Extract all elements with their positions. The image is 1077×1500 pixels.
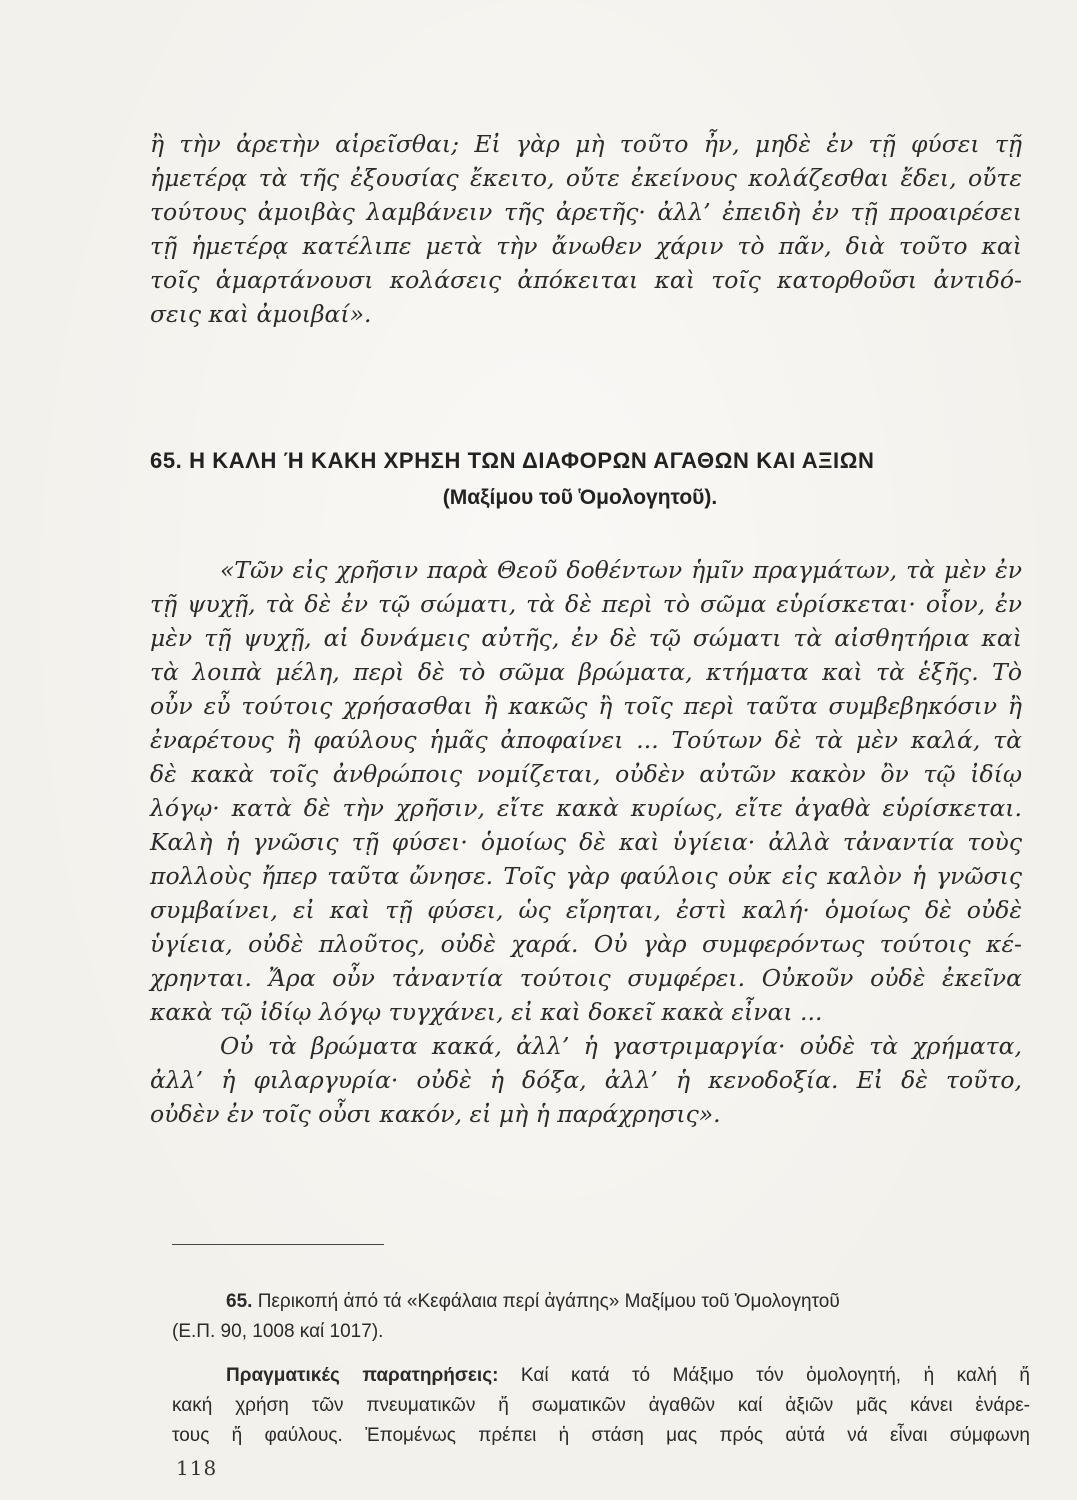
footnote-line [172, 1287, 1030, 1317]
quote-main-line: «Τῶν εἰς χρῆσιν παρὰ Θεοῦ δοθέντων ἡμῖν πραγμάτων, τὰ μὲν ἐν [220, 556, 1022, 584]
quote-main-line: λόγῳ· κατὰ δὲ τὴν χρῆσιν, εἴτε κακὰ κυρίως, εἴτε ἀγαθὰ εὑρίσκεται. [150, 794, 1022, 822]
quote-main-line: Οὐ τὰ βρώματα κακά, ἀλλ’ ἡ γαστριμαργία· οὐδὲ τὰ χρήματα, [220, 1032, 1022, 1060]
quote-main [150, 553, 1022, 1131]
quote-main-line: μὲν τῇ ψυχῇ, αἱ δυνάμεις αὐτῆς, ἐν δὲ τῷ σώματι τὰ αἰσθητήρια καὶ [150, 624, 1022, 652]
quote-main-line: ὑγίεια, οὐδὲ πλοῦτος, οὐδὲ χαρά. Οὐ γὰρ συμφερόντως τούτοις κέ- [150, 930, 1022, 958]
quote-main-line: συμβαίνει, εἰ καὶ τῇ φύσει, ὡς εἴρηται, ἐστὶ καλή· ὁμοίως δὲ οὐδὲ [150, 896, 1022, 924]
quote-top [150, 127, 1022, 331]
quote-main-line: Καλὴ ἡ γνῶσις τῇ φύσει· ὁμοίως δὲ καὶ ὑγίεια· ἀλλὰ τἀναντία τοὺς [150, 828, 1022, 856]
remarks-line: κακή χρήση τῶν πνευματικῶν ἤ σωματικῶν ἀγαθῶν καί ἀξιῶν μᾶς κάνει ἐνάρε- [172, 1395, 1030, 1416]
footnote-text: Περικοπή ἀπό τά «Κεφάλαια περί ἀγάπης» Μαξίμου τοῦ Ὁμολογητοῦ [257, 1291, 840, 1312]
footnote-rule [172, 1244, 384, 1245]
section-subtitle: (Μαξίμου τοῦ Ὁμολογητοῦ). [442, 486, 718, 509]
quote-main-line: ἐναρέτους ἢ φαύλους ἡμᾶς ἀποφαίνει ... Τούτων δὲ τὰ μὲν καλά, τὰ [150, 726, 1022, 754]
remarks-text: Καί κατά τό Μάξιμο τόν ὁμολογητή, ἡ καλή ἤ [520, 1365, 1030, 1386]
quote-main-line: πολλοὺς ἤπερ ταῦτα ὤνησε. Τοῖς γὰρ φαύλοις οὐκ εἰς καλὸν ἡ γνῶσις [150, 862, 1022, 890]
quote-main-line: χρηνται. Ἄρα οὖν τἀναντία τούτοις συμφέρει. Οὐκοῦν οὐδὲ ἐκεῖνα [150, 964, 1022, 992]
quote-top-line: τοῖς ἁμαρτάνουσι κολάσεις ἀπόκειται καὶ τοῖς κατορθοῦσι ἀντιδό- [150, 266, 1022, 294]
quote-main-line: οὖν εὖ τούτοις χρήσασθαι ἢ κακῶς ἢ τοῖς περὶ ταῦτα συμβεβηκόσιν ἢ [150, 692, 1022, 720]
section-title: 65. Η ΚΑΛΗ Ή ΚΑΚΗ ΧΡΗΣΗ ΤΩΝ ΔΙΑΦΟΡΩΝ ΑΓΑΘΩΝ ΚΑΙ ΑΞΙΩΝ [150, 448, 875, 473]
footnote-block [172, 1287, 1030, 1451]
page-number: 118 [176, 1456, 218, 1480]
quote-main-line: οὐδὲν ἐν τοῖς οὖσι κακόν, εἰ μὴ ἡ παράχρησις». [150, 1100, 721, 1128]
quote-main-line: κακὰ τῷ ἰδίῳ λόγῳ τυγχάνει, εἰ καὶ δοκεῖ κακὰ εἶναι ... [150, 998, 823, 1026]
quote-top-line: τῇ ἡμετέρᾳ κατέλιπε μετὰ τὴν ἄνωθεν χάριν τὸ πᾶν, διὰ τοῦτο καὶ [150, 232, 1022, 260]
quote-main-line: τὰ λοιπὰ μέλη, περὶ δὲ τὸ σῶμα βρώματα, κτήματα καὶ τὰ ἑξῆς. Τὸ [150, 658, 1022, 686]
footnote-number: 65. [226, 1291, 253, 1312]
section-heading [150, 448, 1010, 510]
footnote-source: (Ε.Π. 90, 1008 καί 1017). [172, 1321, 384, 1342]
quote-top-line: ἢ τὴν ἀρετὴν αἱρεῖσθαι; Εἰ γὰρ μὴ τοῦτο ἦν, μηδὲ ἐν τῇ φύσει τῇ [150, 130, 1022, 158]
quote-top-line: τούτους ἀμοιβὰς λαμβάνειν τῆς ἀρετῆς· ἀλλ’ ἐπειδὴ ἐν τῇ προαιρέσει [150, 198, 1022, 226]
quote-main-line: δὲ κακὰ τοῖς ἀνθρώποις νομίζεται, οὐδὲν αὐτῶν κακὸν ὂν τῷ ἰδίῳ [150, 760, 1022, 788]
quote-top-line: ἡμετέρᾳ τὰ τῆς ἐξουσίας ἔκειτο, οὔτε ἐκείνους κολάζεσθαι ἔδει, οὔτε [150, 164, 1022, 192]
quote-main-line: τῇ ψυχῇ, τὰ δὲ ἐν τῷ σώματι, τὰ δὲ περὶ τὸ σῶμα εὑρίσκεται· οἷον, ἐν [150, 590, 1022, 618]
footnote-line [172, 1317, 1030, 1347]
remarks-label: Πραγματικές παρατηρήσεις: [226, 1365, 499, 1386]
remarks-line [172, 1361, 1030, 1391]
remarks-line: τους ἤ φαύλους. Ἐπομένως πρέπει ἡ στάση μας πρός αὐτά νά εἶναι σύμφωνη [172, 1425, 1030, 1446]
quote-top-line: σεις καὶ ἀμοιβαί». [150, 300, 372, 328]
quote-main-line: ἀλλ’ ἡ φιλαργυρία· οὐδὲ ἡ δόξα, ἀλλ’ ἡ κενοδοξία. Εἰ δὲ τοῦτο, [150, 1066, 1022, 1094]
